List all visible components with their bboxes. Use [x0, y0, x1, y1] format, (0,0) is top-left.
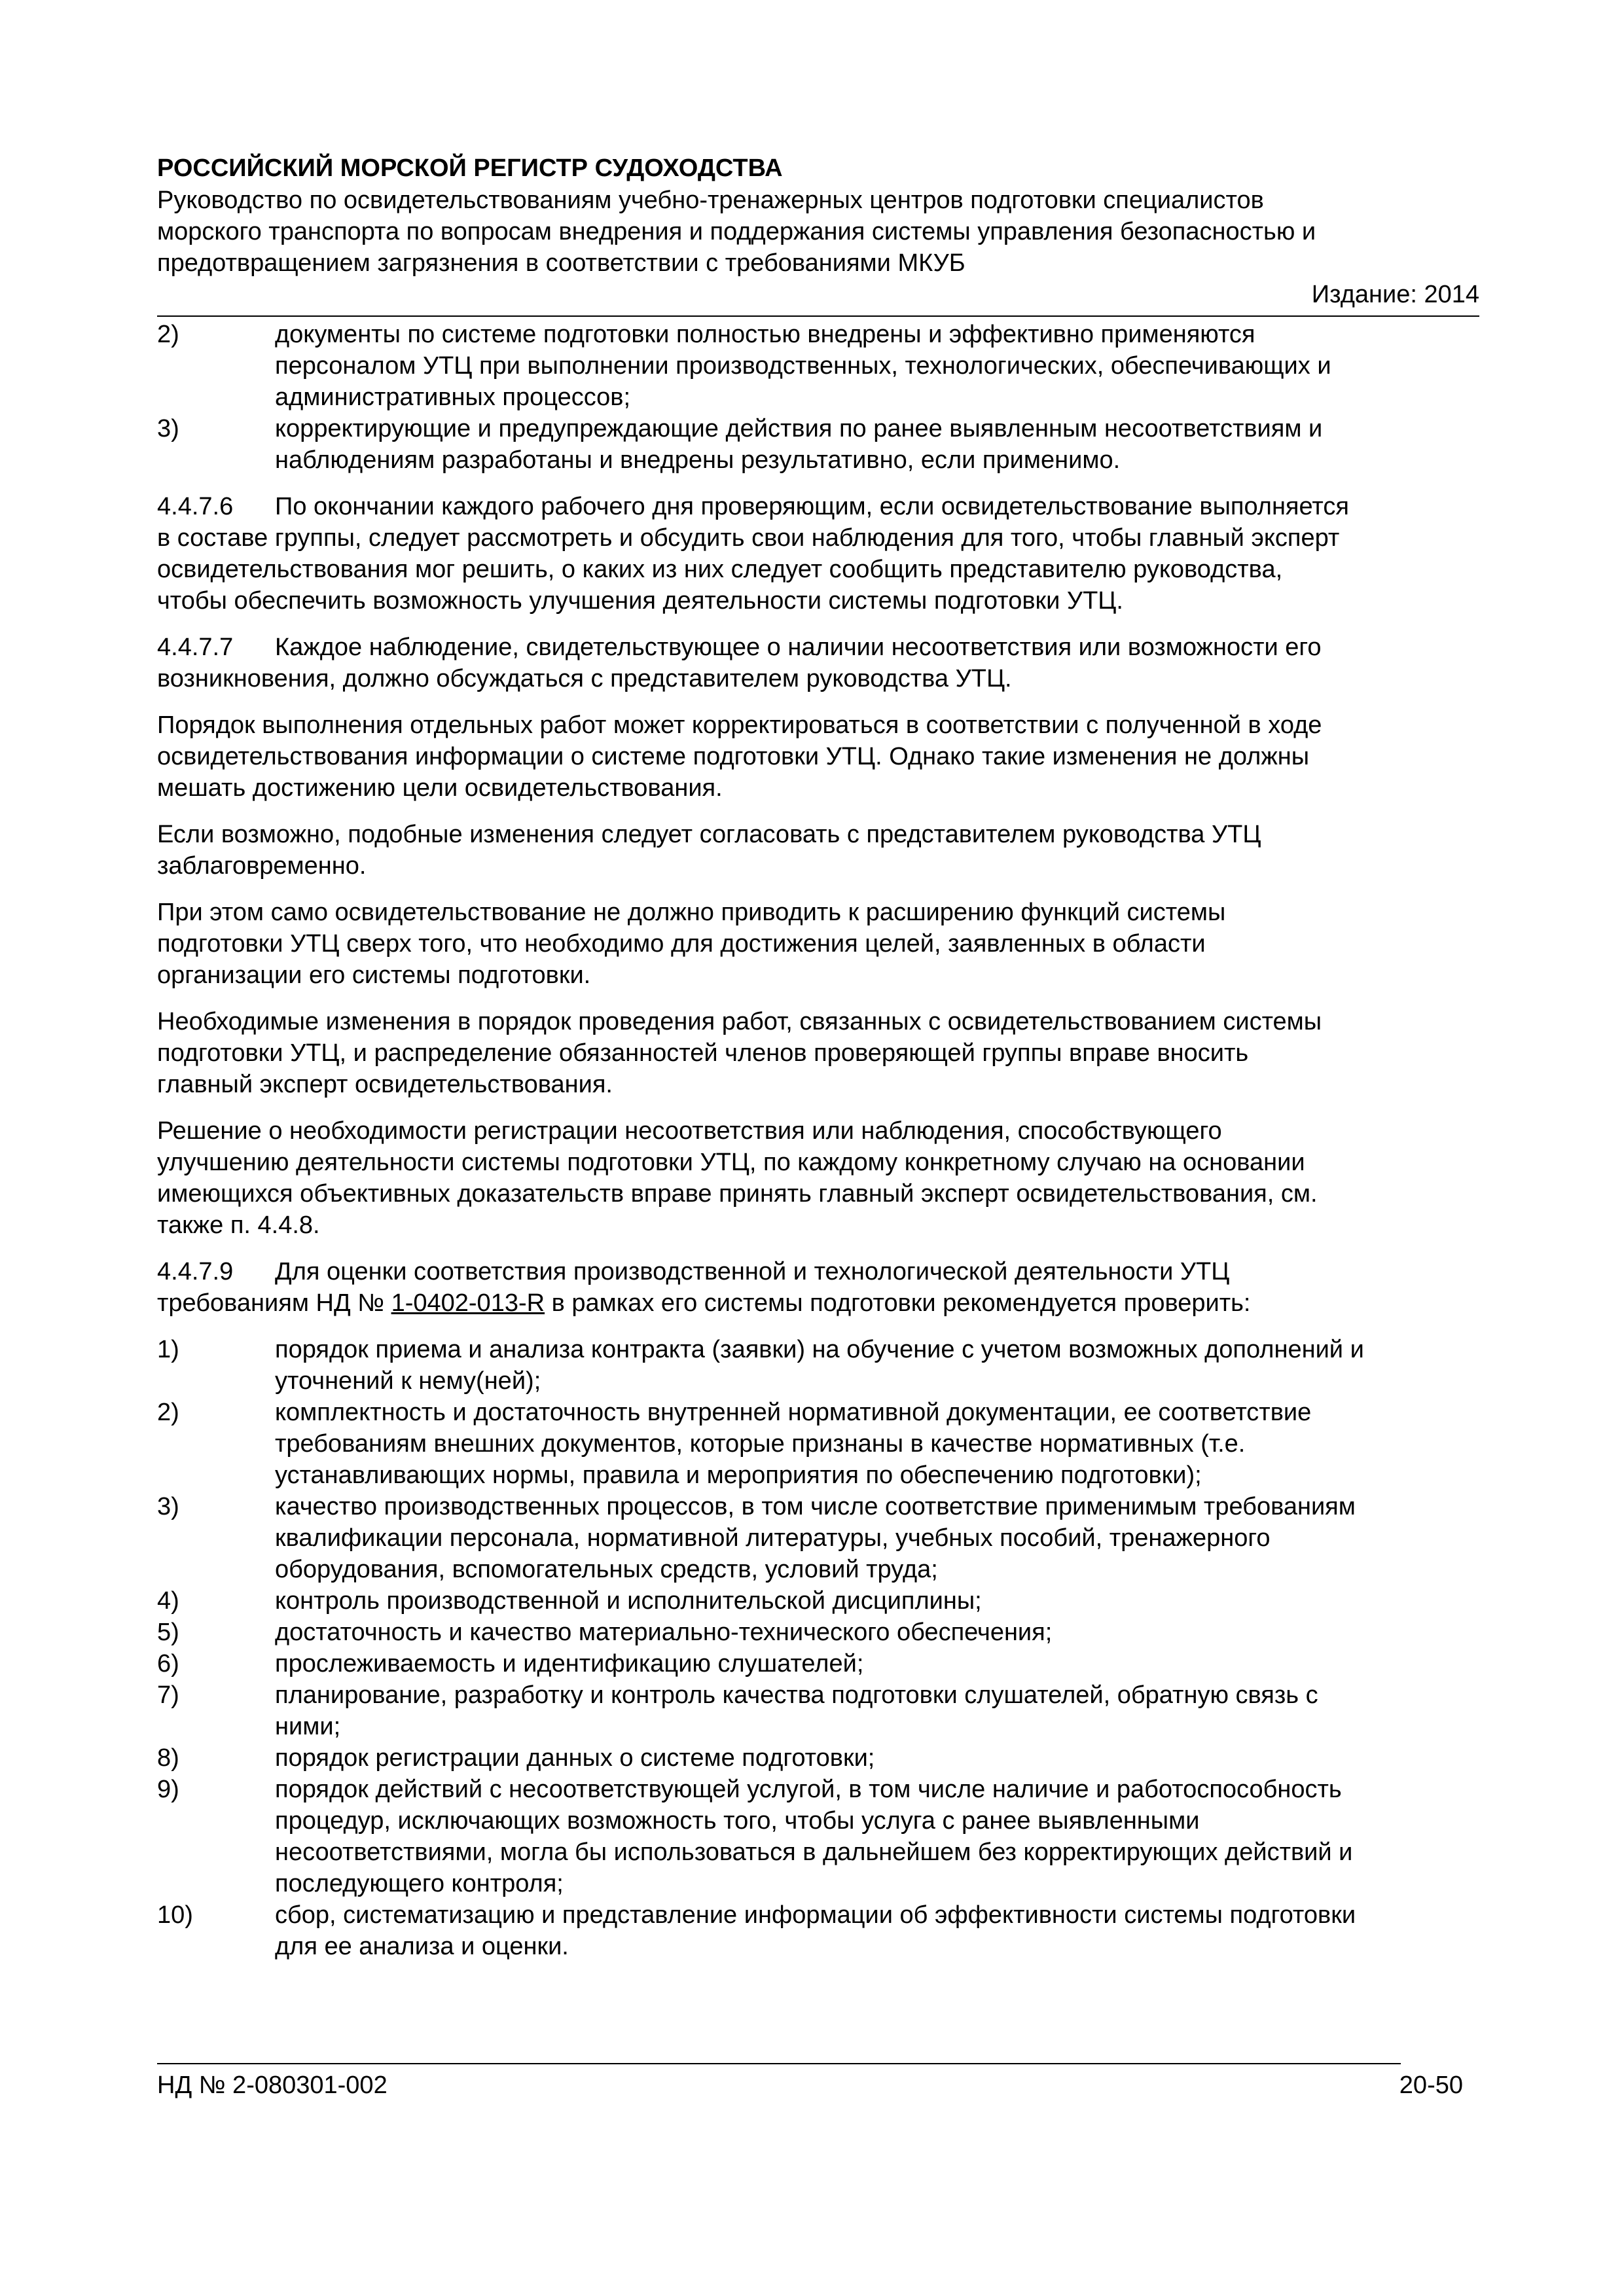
text-line: ними;	[275, 1713, 341, 1740]
list-item-number: 4)	[157, 1587, 179, 1615]
list-item-number: 1)	[157, 1336, 179, 1363]
text-line: документы по системе подготовки полностью внедрены и эффективно применяются	[275, 321, 1255, 348]
document-body	[157, 319, 1486, 1962]
text-line: корректирующие и предупреждающие действия по ранее выявленным несоответствиям и	[275, 415, 1323, 442]
text-line: достаточность и качество материально-технического обеспечения;	[275, 1619, 1053, 1646]
page-number: 20-50	[1399, 2072, 1463, 2099]
text-line: Порядок выполнения отдельных работ может корректироваться в соответствии с полученной в ходе	[157, 711, 1322, 739]
list-item-text	[275, 1648, 1486, 1679]
text-line: устанавливающих нормы, правила и мероприятия по обеспечению подготовки);	[275, 1462, 1202, 1489]
text-line: возникновения, должно обсуждаться с представителем руководства УТЦ.	[157, 665, 1012, 692]
list-item-number: 3)	[157, 1493, 179, 1520]
text-line: заблаговременно.	[157, 852, 367, 880]
list-item-text	[275, 1334, 1486, 1397]
text-line: процедур, исключающих возможность того, чтобы услуга с ранее выявленными	[275, 1807, 1200, 1835]
document-number: НД № 2-080301-002	[157, 2072, 388, 2099]
text-line: квалификации персонала, нормативной литературы, учебных пособий, тренажерного	[275, 1524, 1271, 1552]
text-line: порядок действий с несоответствующей услугой, в том числе наличие и работоспособность	[275, 1776, 1342, 1803]
list-item	[157, 1585, 1486, 1617]
text-line: персоналом УТЦ при выполнении производственных, технологических, обеспечивающих и	[275, 352, 1331, 380]
list-item-text	[275, 1774, 1486, 1899]
clause-4-4-7-9	[157, 1256, 1486, 1319]
list-item-text	[275, 1491, 1486, 1585]
list-item	[157, 1774, 1486, 1899]
footer-divider	[157, 2063, 1401, 2064]
list-item-number: 5)	[157, 1619, 179, 1646]
text-line: главный эксперт освидетельствования.	[157, 1071, 613, 1098]
clause-4-4-7-6	[157, 491, 1486, 617]
text-line: сбор, систематизацию и представление информации об эффективности системы подготовки	[275, 1901, 1356, 1929]
list-item	[157, 1899, 1486, 1962]
list-item-number: 3)	[157, 415, 179, 442]
list-item-text	[275, 1899, 1486, 1962]
document-title-line: Руководство по освидетельствованиям учебно-тренажерных центров подготовки специалистов	[157, 187, 1264, 214]
text-line: Для оценки соответствия производственной и технологической деятельности УТЦ	[275, 1258, 1230, 1285]
list-item-text	[275, 1397, 1486, 1491]
list-item	[157, 1742, 1486, 1774]
document-footer	[157, 2070, 1463, 2101]
text-line: административных процессов;	[275, 384, 631, 411]
text-line: оборудования, вспомогательных средств, условий труда;	[275, 1556, 938, 1583]
list-item-number: 7)	[157, 1681, 179, 1709]
list-item-number: 2)	[157, 321, 179, 348]
text-line: чтобы обеспечить возможность улучшения деятельности системы подготовки УТЦ.	[157, 587, 1123, 615]
list-item-text	[275, 1679, 1486, 1742]
list-top	[157, 319, 1486, 476]
text-line: планирование, разработку и контроль качества подготовки слушателей, обратную связь с	[275, 1681, 1318, 1709]
organization-name: РОССИЙСКИЙ МОРСКОЙ РЕГИСТР СУДОХОДСТВА	[157, 154, 783, 182]
text-line: Решение о необходимости регистрации несоответствия или наблюдения, способствующего	[157, 1117, 1222, 1145]
text-line: По окончании каждого рабочего дня проверяющим, если освидетельствование выполняется	[275, 493, 1349, 520]
text-line: организации его системы подготовки.	[157, 961, 591, 989]
clause-4-4-7-7	[157, 632, 1486, 694]
clause-number: 4.4.7.9	[157, 1258, 234, 1285]
text-line: улучшению деятельности системы подготовки УТЦ, по каждому конкретному случаю на основании	[157, 1149, 1305, 1176]
edition-label: Издание: 2014	[1311, 281, 1479, 308]
text-line: контроль производственной и исполнительской дисциплины;	[275, 1587, 982, 1615]
text-line: Если возможно, подобные изменения следует согласовать с представителем руководства УТЦ	[157, 821, 1261, 848]
text-line: порядок регистрации данных о системе подготовки;	[275, 1744, 875, 1772]
list-item-text	[275, 1742, 1486, 1774]
text-line: Необходимые изменения в порядок проведения работ, связанных с освидетельствованием системы	[157, 1008, 1322, 1035]
paragraph	[157, 1006, 1486, 1100]
text-line: в составе группы, следует рассмотреть и обсудить свои наблюдения для того, чтобы главный эксперт	[157, 524, 1340, 552]
paragraph	[157, 1115, 1486, 1241]
text-line: имеющихся объективных доказательств вправе принять главный эксперт освидетельствования, см.	[157, 1180, 1318, 1208]
text-line: требованиям внешних документов, которые признаны в качестве нормативных (т.е.	[275, 1430, 1246, 1458]
list-item	[157, 319, 1486, 413]
list-item-number: 9)	[157, 1776, 179, 1803]
document-header	[157, 152, 1479, 310]
list-item-text	[275, 1585, 1486, 1617]
list-item	[157, 1617, 1486, 1648]
paragraph	[157, 897, 1486, 991]
text-line: подготовки УТЦ, и распределение обязанностей членов проверяющей группы вправе вносить	[157, 1039, 1249, 1067]
text-line: наблюдениям разработаны и внедрены результативно, если применимо.	[275, 446, 1121, 474]
text-line: также п. 4.4.8.	[157, 1211, 320, 1239]
list-item	[157, 1334, 1486, 1397]
list-item-number: 2)	[157, 1399, 179, 1426]
text-line: подготовки УТЦ сверх того, что необходимо для достижения целей, заявленных в области	[157, 930, 1206, 958]
document-title-line: морского транспорта по вопросам внедрения и поддержания системы управления безопасностью и	[157, 218, 1316, 245]
text-line: комплектность и достаточность внутренней нормативной документации, ее соответствие	[275, 1399, 1312, 1426]
list-item-text	[275, 1617, 1486, 1648]
paragraph	[157, 709, 1486, 804]
text-line: освидетельствования информации о системе подготовки УТЦ. Однако такие изменения не должны	[157, 743, 1310, 770]
text-fragment: в рамках его системы подготовки рекомендуется проверить:	[545, 1289, 1251, 1317]
text-line: несоответствиями, могла бы использоваться в дальнейшем без корректирующих действий и	[275, 1839, 1353, 1866]
list-item-text	[275, 413, 1486, 476]
text-line: последующего контроля;	[275, 1870, 564, 1897]
list-item	[157, 1679, 1486, 1742]
header-divider	[157, 315, 1479, 317]
text-line: мешать достижению цели освидетельствования.	[157, 774, 723, 802]
document-title-line: предотвращением загрязнения в соответствии с требованиями МКУБ	[157, 249, 965, 277]
document-reference-link[interactable]: 1-0402-013-R	[391, 1289, 545, 1317]
list-item	[157, 1648, 1486, 1679]
list-item-number: 10)	[157, 1901, 193, 1929]
clause-number: 4.4.7.7	[157, 634, 234, 661]
text-line: прослеживаемость и идентификацию слушателей;	[275, 1650, 864, 1677]
list-item-text	[275, 319, 1486, 413]
text-line: При этом само освидетельствование не должно приводить к расширению функций системы	[157, 899, 1226, 926]
list-item	[157, 413, 1486, 476]
text-line: качество производственных процессов, в том числе соответствие применимым требованиям	[275, 1493, 1356, 1520]
list-item-number: 8)	[157, 1744, 179, 1772]
list-item	[157, 1491, 1486, 1585]
paragraph	[157, 819, 1486, 882]
list-item-number: 6)	[157, 1650, 179, 1677]
text-line: освидетельствования мог решить, о каких из них следует сообщить представителю руководства,	[157, 556, 1283, 583]
list-item	[157, 1397, 1486, 1491]
clause-number: 4.4.7.6	[157, 493, 234, 520]
text-line: Каждое наблюдение, свидетельствующее о наличии несоответствия или возможности его	[275, 634, 1322, 661]
list-bottom	[157, 1334, 1486, 1962]
text-fragment: требованиям НД №	[157, 1289, 391, 1317]
text-line: для ее анализа и оценки.	[275, 1933, 569, 1960]
text-line: уточнений к нему(ней);	[275, 1367, 541, 1395]
text-line: порядок приема и анализа контракта (заявки) на обучение с учетом возможных дополнений и	[275, 1336, 1364, 1363]
